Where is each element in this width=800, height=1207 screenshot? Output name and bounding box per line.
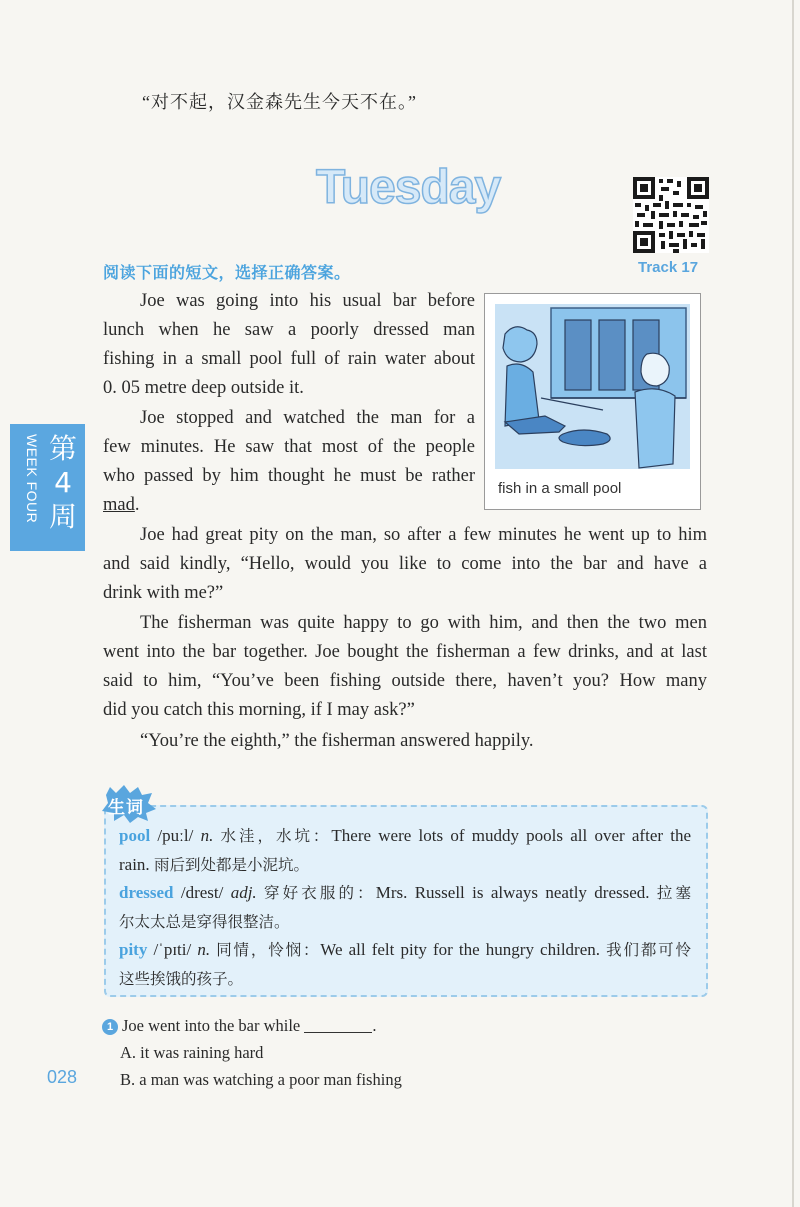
passage-line: lunch when he saw a poorly dressed man [103, 320, 475, 340]
passage-line: The fisherman was quite happy to go with him, and then the two men [140, 613, 707, 633]
vocab-example-cn: 尔太太总是穿得很整洁。 [119, 912, 290, 931]
passage-paragraph-1 [103, 287, 475, 403]
option-a[interactable]: A. it was raining hard [120, 1043, 264, 1062]
vocab-pos: n. [197, 940, 211, 959]
vocab-example: Mrs. Russell is always neatly dressed. [375, 883, 650, 902]
vocab-badge-label: 生词 [108, 798, 144, 818]
passage-line: fishing in a small pool full of rain water about [103, 349, 475, 369]
question-stem: Joe went into the bar while [122, 1016, 301, 1035]
passage-line: said to him, “You’ve been fishing outside there, haven’t you? How many [103, 671, 707, 691]
vocab-word: pool [119, 826, 151, 845]
week-tab [10, 424, 85, 551]
week-tab-chinese: 第4周 [48, 432, 77, 533]
top-quote: “对不起，汉金森先生今天不在。” [142, 92, 417, 112]
question-stem-end: . [372, 1016, 377, 1035]
passage-line: mad. [103, 495, 140, 515]
passage-line: went into the bar together. Joe bought the fisherman a few drinks, and at last [103, 642, 707, 662]
vocab-pos: n. [200, 826, 214, 845]
vocab-pron: /ˈpɪti/ [153, 940, 192, 959]
vocab-entry-dressed [119, 879, 691, 908]
vocab-cn: 水洼，水坑： [220, 827, 332, 845]
vocab-pron: /puːl/ [157, 826, 194, 845]
vocab-cn: 穿好衣服的： [264, 884, 376, 902]
vocab-entry-pity [119, 936, 691, 965]
day-title: Tuesday [316, 161, 501, 214]
question-1 [102, 1012, 402, 1093]
answer-blank[interactable] [304, 1018, 372, 1033]
passage-line: who passed by him thought he must be rather [103, 466, 475, 486]
vocab-example-cn: 雨后到处都是小泥坑。 [153, 855, 309, 874]
instruction: 阅读下面的短文，选择正确答案。 [103, 263, 351, 282]
passage-paragraph-3 [103, 521, 707, 608]
question-number: 1 [102, 1019, 118, 1035]
option-b[interactable]: B. a man was watching a poor man fishing [120, 1070, 402, 1089]
vocab-entry-pool-cont [119, 851, 691, 880]
page-number: 028 [47, 1067, 78, 1087]
passage-paragraph-2 [103, 404, 475, 520]
vocab-example: rain. [119, 854, 150, 874]
qr-code-icon [633, 177, 709, 253]
vocab-pron: /drest/ [180, 883, 224, 902]
passage-line: few minutes. He saw that most of the people [103, 437, 475, 457]
vocab-entries [119, 822, 691, 993]
fishing-illustration [485, 294, 698, 476]
vocab-example: There were lots of muddy pools all over after the [331, 826, 692, 845]
passage-paragraph-4 [103, 609, 707, 725]
illustration [484, 293, 701, 510]
illustration-caption: fish in a small pool [498, 480, 622, 497]
vocab-entry-pity-cont [119, 965, 691, 994]
passage-paragraph-5 [140, 727, 710, 756]
page-edge [792, 0, 794, 1207]
passage-line: and said kindly, “Hello, would you like to come into the bar and have a [103, 554, 707, 574]
vocab-entry-dressed-cont [119, 908, 691, 937]
track-label: Track 17 [638, 259, 699, 276]
passage-line: Joe had great pity on the man, so after a few minutes he went up to him [140, 525, 707, 545]
vocab-cn: 同情，怜悯： [216, 941, 321, 959]
vocab-pos: adj. [230, 883, 257, 902]
passage-line: 0. 05 metre deep outside it. [103, 378, 304, 398]
vocab-example: We all felt pity for the hungry children. [320, 940, 601, 959]
passage-line: Joe stopped and watched the man for a [140, 408, 475, 428]
vocab-example-cn: 我们都可怜 [606, 941, 692, 959]
vocab-word: dressed [119, 883, 174, 902]
vocab-example-cn: 拉塞 [656, 884, 691, 902]
passage-line: Joe was going into his usual bar before [140, 291, 475, 311]
passage-line: drink with me?” [103, 583, 224, 603]
passage-line: did you catch this morning, if I may ask?” [103, 700, 415, 720]
vocab-example-cn: 这些挨饿的孩子。 [119, 969, 244, 988]
vocab-word: pity [119, 940, 148, 959]
week-tab-english: WEEK FOUR [24, 434, 40, 524]
vocab-entry-pool [119, 822, 691, 851]
underlined-word: mad [103, 495, 135, 515]
passage-line: “You’re the eighth,” the fisherman answered happily. [140, 731, 534, 751]
